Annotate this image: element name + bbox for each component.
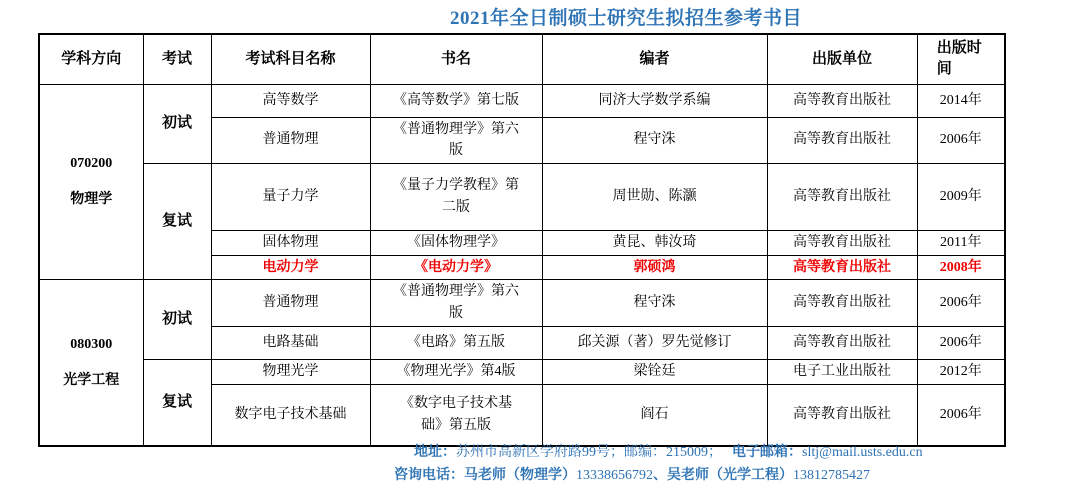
section-cell-optics — [39, 280, 143, 446]
address-label: 地址： — [414, 445, 456, 460]
section-code: 080300 — [70, 337, 113, 352]
cell-book: 《电动力学》 — [370, 255, 542, 280]
teacher1-name: 马老师（物理学） — [464, 468, 576, 483]
phase-label-cell: 复试 — [143, 163, 211, 280]
cell-year: 2006年 — [917, 117, 1005, 163]
footer-phone-line — [394, 464, 870, 484]
cell-author: 黄昆、韩汝琦 — [542, 230, 767, 255]
cell-subject: 高等数学 — [211, 84, 370, 117]
cell-subject: 数字电子技术基础 — [211, 384, 370, 446]
table-header-row — [39, 34, 1005, 84]
cell-book: 《数字电子技术基础》第五版 — [370, 384, 542, 446]
email-label: 电子邮箱： — [732, 445, 802, 460]
cell-subject: 物理光学 — [211, 359, 370, 384]
cell-year: 2009年 — [917, 163, 1005, 230]
cell-author: 同济大学数学系编 — [542, 84, 767, 117]
footer-address-line — [414, 441, 923, 461]
section-cell-physics — [39, 84, 143, 280]
cell-author: 梁铨廷 — [542, 359, 767, 384]
cell-book: 《固体物理学》 — [370, 230, 542, 255]
cell-subject: 普通物理 — [211, 117, 370, 163]
header-cell-major: 学科方向 — [39, 34, 143, 84]
header-cell-exam: 考试 — [143, 34, 211, 84]
cell-subject: 普通物理 — [211, 280, 370, 326]
phone-label: 咨询电话： — [394, 468, 464, 483]
phase-label-cell: 复试 — [143, 359, 211, 446]
cell-publisher: 高等教育出版社 — [767, 255, 917, 280]
cell-subject: 电路基础 — [211, 326, 370, 359]
cell-year: 2006年 — [917, 384, 1005, 446]
header-cell-subject: 考试科目名称 — [211, 34, 370, 84]
header-cell-year — [917, 34, 1005, 84]
cell-author: 郭硕鸿 — [542, 255, 767, 280]
cell-publisher: 高等教育出版社 — [767, 326, 917, 359]
reference-books-table — [38, 33, 1006, 447]
cell-year: 2012年 — [917, 359, 1005, 384]
cell-author: 程守洙 — [542, 280, 767, 326]
cell-publisher: 高等教育出版社 — [767, 117, 917, 163]
page-title: 2021年全日制硕士研究生拟招生参考书目 — [450, 8, 803, 29]
cell-year: 2011年 — [917, 230, 1005, 255]
table-row — [39, 163, 1005, 230]
email-value: sltj@mail.usts.edu.cn — [802, 445, 923, 460]
phase-label-cell: 初试 — [143, 84, 211, 163]
cell-publisher: 电子工业出版社 — [767, 359, 917, 384]
table-row — [39, 84, 1005, 117]
cell-author: 周世勋、陈灏 — [542, 163, 767, 230]
phone-separator: 、 — [653, 468, 667, 483]
cell-subject: 量子力学 — [211, 163, 370, 230]
cell-year: 2014年 — [917, 84, 1005, 117]
cell-publisher: 高等教育出版社 — [767, 230, 917, 255]
header-cell-author: 编者 — [542, 34, 767, 84]
teacher2-name: 吴老师（光学工程） — [667, 468, 793, 483]
teacher1-phone: 13338656792 — [576, 468, 653, 483]
cell-book: 《电路》第五版 — [370, 326, 542, 359]
section-major-name: 光学工程 — [63, 372, 120, 388]
cell-year: 2006年 — [917, 280, 1005, 326]
cell-publisher: 高等教育出版社 — [767, 280, 917, 326]
address-value: 苏州市高新区学府路99号；邮编：215009； — [456, 445, 722, 460]
header-cell-publisher: 出版单位 — [767, 34, 917, 84]
cell-publisher: 高等教育出版社 — [767, 163, 917, 230]
cell-book: 《量子力学教程》第二版 — [370, 163, 542, 230]
cell-book: 《普通物理学》第六版 — [370, 117, 542, 163]
cell-author: 邱关源（著）罗先觉修订 — [542, 326, 767, 359]
table-row — [39, 359, 1005, 384]
table-row — [39, 280, 1005, 326]
cell-book: 《普通物理学》第六版 — [370, 280, 542, 326]
cell-publisher: 高等教育出版社 — [767, 384, 917, 446]
cell-year: 2008年 — [917, 255, 1005, 280]
cell-book: 《高等数学》第七版 — [370, 84, 542, 117]
cell-year: 2006年 — [917, 326, 1005, 359]
section-major-name: 物理学 — [70, 191, 113, 207]
cell-book: 《物理光学》第4版 — [370, 359, 542, 384]
cell-subject: 固体物理 — [211, 230, 370, 255]
cell-publisher: 高等教育出版社 — [767, 84, 917, 117]
header-cell-year-label: 出版时间 — [936, 40, 982, 78]
teacher2-phone: 13812785427 — [793, 468, 870, 483]
cell-author: 阎石 — [542, 384, 767, 446]
phase-label-cell: 初试 — [143, 280, 211, 359]
section-code: 070200 — [70, 156, 113, 172]
header-cell-book: 书名 — [370, 34, 542, 84]
cell-author: 程守洙 — [542, 117, 767, 163]
cell-subject: 电动力学 — [211, 255, 370, 280]
